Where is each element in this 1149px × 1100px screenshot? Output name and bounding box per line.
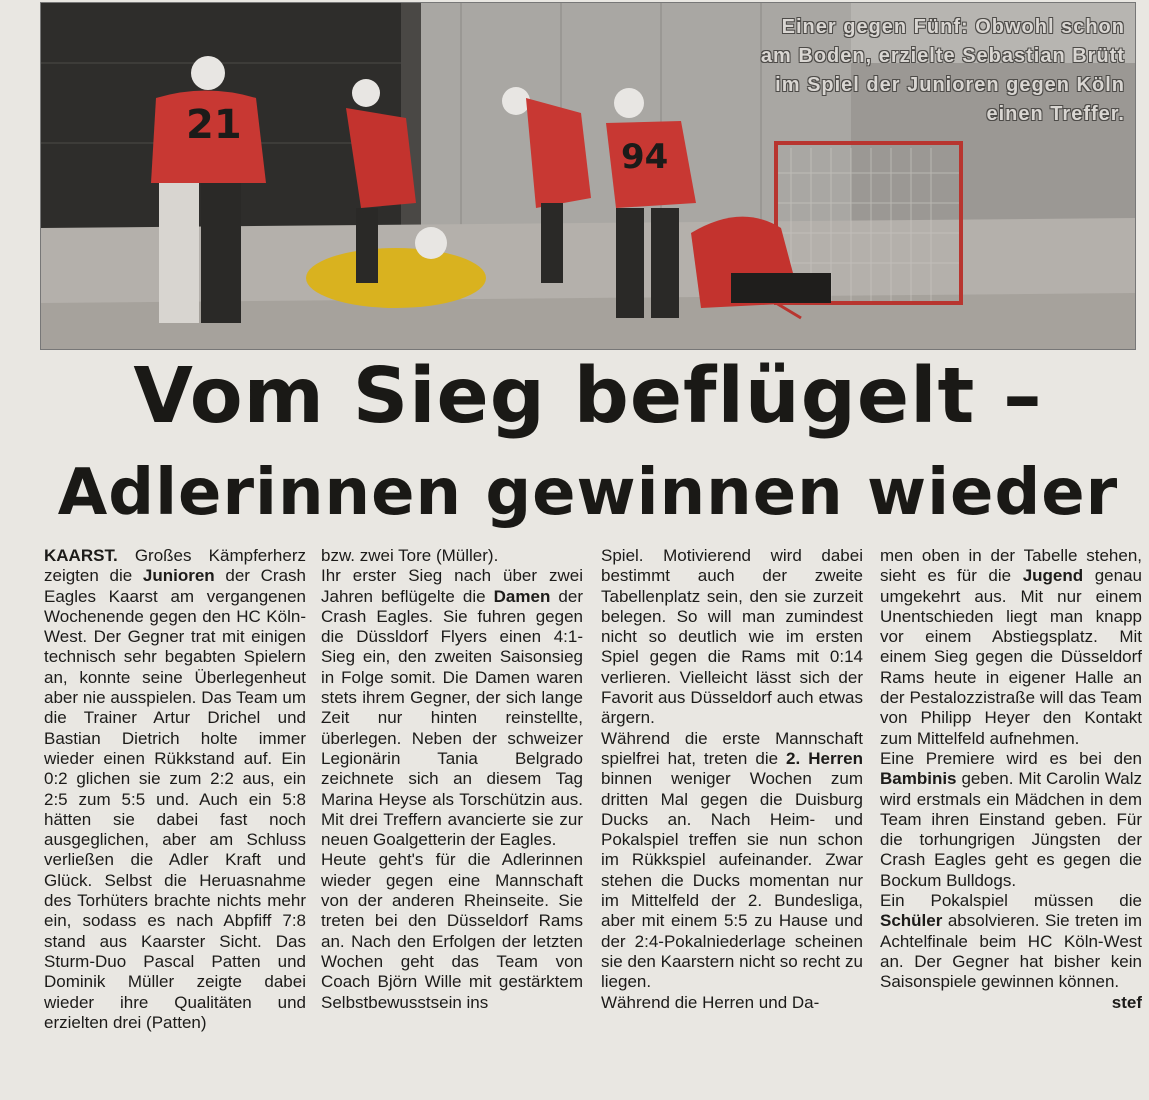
paragraph	[44, 546, 306, 1033]
headline-line-2: Adlerinnen gewinnen wieder	[57, 456, 1119, 530]
bold-term: 2. Herren	[786, 748, 863, 768]
text-run: Während die erste Mannschaft spielfrei hat, treten die	[601, 728, 863, 768]
text-run: absolvieren. Sie treten im Achtelfinale beim HC Köln-West an. Der Gegner hat bisher kein Saisonspiele gewinnen können.	[880, 911, 1142, 992]
paragraph	[880, 749, 1142, 891]
article-photo	[40, 2, 1136, 350]
paragraph: Heute geht's für die Adlerinnen wieder gegen eine Mannschaft von der anderen Rheinseite. Sie treten bei den Düsseldorf Rams an. Nach den Erfolgen der letzten Wochen geht das Team von Coach Björn Wille mit gestärktem Selbstbewusstsein ins	[321, 850, 583, 1012]
dateline: KAARST.	[44, 546, 118, 565]
paragraph	[880, 546, 1142, 749]
paragraph: bzw. zwei Tore (Müller).	[321, 546, 499, 565]
article-column-2	[321, 546, 583, 1096]
text-run: Großes Kämpferherz zeigten die	[44, 546, 306, 586]
jersey-number: 21	[186, 102, 242, 148]
photo-caption: Einer gegen Fünf: Obwohl schon am Boden, erzielte Sebastian Brütt im Spiel der Junioren gegen Köln einen Treffer.	[760, 16, 1125, 125]
text-run: Ein Pokalspiel müssen die	[880, 891, 1142, 911]
bold-term: Schüler	[880, 911, 943, 931]
article-column-4	[880, 546, 1142, 1096]
bold-term: Jugend	[1022, 566, 1084, 586]
article-column-1	[44, 546, 306, 1096]
text-run: der Crash Eagles Kaarst am vergangenen Wochenende gegen den HC Köln-West. Der Gegner trat mit einigen technisch sehr begabten Spielern an, konnte seine Überlegenheut aber nie ausspielen. Das Team um die Trainer Artur Drichel und Bastian Dietrich holte immer wieder einen Rükkstand auf. Ein 0:2 glichen sie zum 2:2 aus, ein 2:5 zum 5:5 und. Auch ein 5:8 hätten sie dabei fast noch ausgeglichen, aber am Schluss verließen die Adler Kraft und Glück. Selbst die Heruasnahme des Torhüters brachte nichts mehr ein, sodass es nach Abpfiff 7:8 stand aus Kaarster Sicht. Das Sturm-Duo Pascal Patten und Dominik Müller zeigte dabei wieder ihre Qualitäten und erzielten drei (Patten)	[44, 566, 306, 1032]
text-run: der Crash Eagles. Sie fuhren gegen die Düssldorf Flyers einen 4:1-Sieg ein, den zweiten Saisonsieg in Folge somit. Die Damen waren stets ihrem Gegner, der sich lange Zeit nur hinten reinstellte, überlegen. Neben der schweizer Legionärin Tania Belgrado zeichnete sich an diesem Tag Marina Heyse als Torschützin aus. Mit drei Treffern avancierte sie zur neuen Goalgetterin der Eagles.	[321, 586, 583, 850]
jersey-number: 94	[621, 137, 669, 177]
paragraph	[601, 729, 863, 993]
headline-line-1: Vom Sieg beflügelt –	[133, 352, 1043, 441]
text-run: geben. Mit Carolin Walz wird erstmals ein Mädchen in dem Team ihren Einstand geben. Für die torhungrigen Jüngsten der Crash Eagles geht es gegen die Bockum Bulldogs.	[880, 769, 1142, 890]
bold-term: Damen	[493, 586, 551, 606]
text-run: genau umgekehrt aus. Mit nur einem Unentschieden liegt man knapp vor einem Abstiegsplatz. Mit einem Sieg gegen die Düsseldorf Rams heute in eigener Halle an der Pestalozzistraße will das Team von Philipp Heyer den Kontakt zum Mittelfeld aufnehmen.	[880, 566, 1142, 748]
text-run: Eine Premiere wird es bei den	[880, 748, 1142, 768]
paragraph: Spiel. Motivierend wird dabei bestimmt auch der zweite Tabellenplatz sein, den sie zurzeit belegen. So will man zumindest nicht so deutlich wie im ersten Spiel gegen die Rams mit 0:14 verlieren. Vielleicht lässt sich der Favorit aus Düsseldorf auch etwas ärgern.	[601, 546, 863, 728]
author-signature: stef	[1111, 992, 1142, 1012]
paragraph: Während die Herren und Da-	[601, 992, 820, 1012]
bold-term: Bambinis	[880, 769, 957, 789]
paragraph	[321, 566, 583, 850]
paragraph	[880, 891, 1142, 1012]
article-column-3	[601, 546, 863, 1096]
text-run: binnen weniger Wochen zum dritten Mal gegen die Duisburg Ducks an. Nach Heim- und Pokalspiel treffen sie nun schon im Rükkspiel aufeinander. Zwar stehen die Ducks momentan nur im Mittelfeld der 2. Bundesliga, aber mit einem 5:5 zu Hause und der 2:4-Pokalniederlage scheinen sie den Kaarstern nicht so recht zu liegen.	[601, 769, 863, 992]
text-run: Ihr erster Sieg nach über zwei Jahren beflügelte die	[321, 566, 583, 606]
text-run: men oben in der Tabelle stehen, sieht es für die	[880, 546, 1142, 586]
bold-term: Junioren	[142, 566, 215, 586]
